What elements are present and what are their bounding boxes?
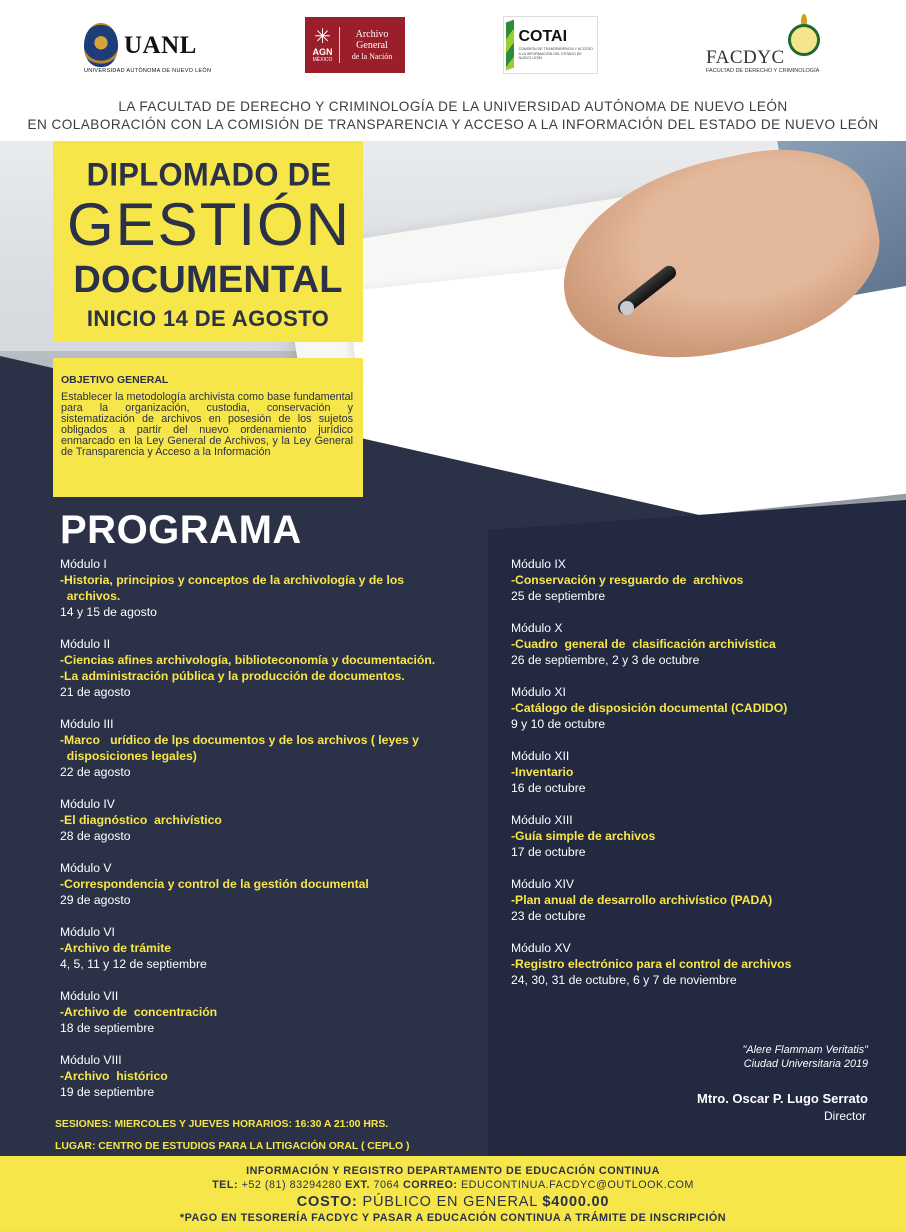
facdyc-name: FACDYC	[706, 47, 785, 68]
agn-emblem-icon: ✳	[314, 26, 331, 48]
director-role: Director	[823, 1109, 866, 1123]
cost-amount: $4000.00	[542, 1194, 610, 1210]
module-date: 25 de septiembre	[511, 589, 606, 603]
module-date: 4, 5, 11 y 12 de septiembre	[60, 957, 207, 971]
module-topic: -Ciencias afines archivología, biblioteconomía y documentación.	[60, 653, 436, 667]
title-line2: GESTIÓN	[66, 191, 352, 258]
module-topic: disposiciones legales)	[60, 749, 197, 763]
facdyc-logo	[706, 14, 824, 76]
agn-line3: de la Nación	[351, 51, 393, 61]
module-topic: -Archivo de concentración	[60, 1005, 218, 1019]
title-line3: DOCUMENTAL	[73, 259, 343, 301]
sessions-info	[55, 1114, 409, 1158]
email-address: EDUCONTINUA.FACDYC@OUTLOOK.COM	[457, 1179, 694, 1191]
logo-bar	[0, 0, 906, 95]
uanl-logo	[84, 14, 219, 76]
footer-info-line: INFORMACIÓN Y REGISTRO DEPARTAMENTO DE EDUCACIÓN CONTINUA	[246, 1165, 660, 1177]
program-module	[511, 556, 891, 604]
module-date: 16 de octubre	[511, 781, 586, 795]
start-date: INICIO 14 DE AGOSTO	[86, 306, 330, 331]
cost-label: COSTO:	[296, 1194, 358, 1210]
module-topic: -Inventario	[511, 765, 574, 779]
program-heading: PROGRAMA	[60, 508, 302, 552]
module-name: Módulo VII	[60, 989, 119, 1003]
module-topic: -Historia, principios y conceptos de la archivología y de los	[60, 573, 405, 587]
agn-line2: General	[356, 40, 388, 52]
intro-text	[0, 98, 906, 134]
program-module	[60, 1052, 480, 1100]
program-module	[511, 812, 891, 860]
module-date: 22 de agosto	[60, 765, 131, 779]
sessions-location: LUGAR: CENTRO DE ESTUDIOS PARA LA LITIGACIÓN ORAL ( CEPLO )	[55, 1141, 410, 1152]
cotai-name: COTAI	[518, 28, 568, 46]
facdyc-emblem-icon	[784, 14, 824, 70]
motto-line1: "Alere Flammam Veritatis"	[742, 1044, 868, 1056]
cotai-mark-icon	[506, 19, 514, 70]
module-name: Módulo VIII	[60, 1053, 122, 1067]
module-name: Módulo XIII	[511, 813, 573, 827]
module-date: 18 de septiembre	[60, 1021, 155, 1035]
module-topic: -Cuadro general de clasificación archivística	[511, 637, 776, 651]
sessions-schedule: SESIONES: MIERCOLES Y JUEVES HORARIOS: 16:30 A 21:00 HRS.	[55, 1119, 389, 1130]
program-module	[60, 988, 480, 1036]
program-module	[60, 796, 480, 844]
director-name: Mtro. Oscar P. Lugo Serrato	[697, 1091, 868, 1106]
agn-acronym: AGN	[312, 47, 333, 57]
ext-label: EXT.	[345, 1179, 370, 1191]
module-topic: -Registro electrónico para el control de archivos	[511, 957, 792, 971]
ext-number: 7064	[369, 1179, 403, 1191]
title-box	[53, 141, 363, 342]
facdyc-subtitle: FACULTAD DE DERECHO Y CRIMINOLOGÍA	[706, 68, 820, 74]
module-name: Módulo VI	[60, 925, 115, 939]
module-topic: -Guía simple de archivos	[511, 829, 656, 843]
program-column-right	[511, 556, 891, 1004]
module-topic: -Archivo de trámite	[60, 941, 172, 955]
module-date: 14 y 15 de agosto	[60, 605, 157, 619]
module-topic: -Correspondencia y control de la gestión documental	[60, 877, 369, 891]
tel-label: TEL:	[212, 1179, 239, 1191]
program-module	[511, 620, 891, 668]
uanl-seal-icon	[84, 23, 118, 67]
module-name: Módulo IX	[511, 557, 566, 571]
module-date: 24, 30, 31 de octubre, 6 y 7 de noviembre	[511, 973, 737, 987]
module-name: Módulo XIV	[511, 877, 575, 891]
program-module	[60, 556, 480, 620]
cotai-logo	[503, 14, 598, 76]
objective-box	[53, 358, 363, 497]
footer-cost-line	[0, 1192, 906, 1212]
uanl-subtitle: UNIVERSIDAD AUTÓNOMA DE NUEVO LEÓN	[84, 68, 212, 74]
module-topic: -Archivo histórico	[60, 1069, 168, 1083]
module-date: 28 de agosto	[60, 829, 131, 843]
agn-line1: Archivo	[355, 28, 389, 40]
module-date: 23 de octubre	[511, 909, 586, 923]
module-name: Módulo XII	[511, 749, 570, 763]
module-name: Módulo I	[60, 557, 107, 571]
cotai-subtitle: COMISIÓN DE TRANSPARENCIA Y ACCESO A LA INFORMACIÓN DEL ESTADO DE NUEVO LEÓN	[518, 47, 593, 61]
agn-logo	[305, 14, 405, 76]
footer-contact-line	[0, 1178, 906, 1192]
objective-text: Establecer la metodología archivista como base fundamental para la organización, custodia, conservación y sistematización de archivos en posesión de los sujetos obligados a partir del nuevo ordenamiento jurídico enmarcado en la Ley General de Archivos, y la Ley General de Transparencia y Acceso a la Información	[61, 391, 353, 458]
intro-line2: EN COLABORACIÓN CON LA COMISIÓN DE TRANSPARENCIA Y ACCESO A LA INFORMACIÓN DEL ESTADO DE NUEVO LEÓN	[27, 117, 879, 132]
module-name: Módulo XI	[511, 685, 566, 699]
program-module	[60, 924, 480, 972]
email-label: CORREO:	[402, 1179, 458, 1191]
footer-payment-note: *PAGO EN TESORERÍA FACDYC Y PASAR A EDUCACIÓN CONTINUA A TRÁMITE DE INSCRIPCIÓN	[179, 1212, 727, 1224]
module-date: 21 de agosto	[60, 685, 131, 699]
footer	[0, 1156, 906, 1231]
module-date: 9 y 10 de octubre	[511, 717, 606, 731]
objective-heading: OBJETIVO GENERAL	[61, 374, 169, 386]
intro-line1: LA FACULTAD DE DERECHO Y CRIMINOLOGÍA DE LA UNIVERSIDAD AUTÓNOMA DE NUEVO LEÓN	[118, 99, 788, 114]
module-topic: archivos.	[60, 589, 121, 603]
program-module	[511, 876, 891, 924]
module-topic: -El diagnóstico archivístico	[60, 813, 222, 827]
cost-text: PÚBLICO EN GENERAL	[357, 1194, 543, 1210]
phone-number: +52 (81) 83294280	[238, 1179, 346, 1191]
module-date: 26 de septiembre, 2 y 3 de octubre	[511, 653, 700, 667]
module-name: Módulo II	[60, 637, 111, 651]
uanl-name: UANL	[124, 31, 197, 59]
program-module	[511, 748, 891, 796]
program-module	[511, 684, 891, 732]
program-module	[60, 636, 480, 700]
module-name: Módulo IV	[60, 797, 115, 811]
module-date: 19 de septiembre	[60, 1085, 155, 1099]
program-module	[511, 940, 891, 988]
module-name: Módulo X	[511, 621, 563, 635]
agn-country: MÉXICO	[312, 57, 333, 63]
motto	[743, 1043, 868, 1071]
motto-line2: Ciudad Universitaria 2019	[743, 1058, 868, 1070]
module-topic: -Conservación y resguardo de archivos	[511, 573, 744, 587]
module-date: 17 de octubre	[511, 845, 586, 859]
program-module	[60, 716, 480, 780]
program-column-left	[60, 556, 480, 1116]
module-topic: -Catálogo de disposición documental (CADIDO)	[511, 701, 788, 715]
module-date: 29 de agosto	[60, 893, 131, 907]
module-topic: -La administración pública y la producción de documentos.	[60, 669, 405, 683]
module-name: Módulo III	[60, 717, 114, 731]
module-name: Módulo V	[60, 861, 112, 875]
module-topic: -Plan anual de desarrollo archivístico (PADA)	[511, 893, 773, 907]
module-topic: -Marco urídico de lps documentos y de los archivos ( leyes y	[60, 733, 419, 747]
module-name: Módulo XV	[511, 941, 571, 955]
program-module	[60, 860, 480, 908]
title-line1: DIPLOMADO DE	[86, 156, 332, 193]
